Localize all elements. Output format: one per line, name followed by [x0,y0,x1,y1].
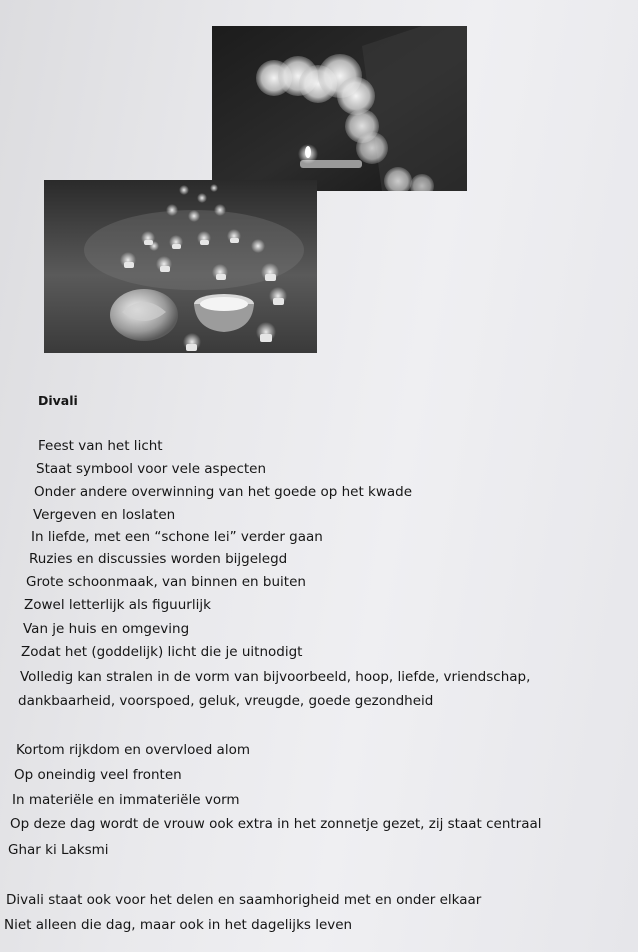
poem-line: Onder andere overwinning van het goede op het kwade [34,484,413,500]
poem-line: Van je huis en omgeving [23,621,190,637]
poem-title: Divali [38,393,78,408]
poem-line: Zowel letterlijk als figuurlijk [24,597,211,613]
poem-line: Kortom rijkdom en overvloed alom [16,742,250,758]
poem-line: Volledig kan stralen in de vorm van bijvoorbeeld, hoop, liefde, vriendschap, [20,669,531,685]
poem-line: Vergeven en loslaten [33,507,176,523]
floating-candles-photo [44,180,317,353]
poem-line: In materiële en immateriële vorm [12,792,240,808]
poem-line: Divali staat ook voor het delen en saamhorigheid met en onder elkaar [6,892,482,908]
poem-line: Zodat het (goddelijk) licht die je uitnodigt [21,644,303,660]
poem-line: Op oneindig veel fronten [14,767,182,783]
poem-line: dankbaarheid, voorspoed, geluk, vreugde, goede gezondheid [18,693,434,709]
poem-line: Ruzies en discussies worden bijgelegd [29,551,288,567]
poem-line: Grote schoonmaak, van binnen en buiten [26,574,306,590]
candle-bokeh-photo [212,26,467,191]
poem-line: Op deze dag wordt de vrouw ook extra in het zonnetje gezet, zij staat centraal [10,816,542,832]
poem-line: Staat symbool voor vele aspecten [36,461,267,477]
poem-line: Niet alleen die dag, maar ook in het dagelijks leven [4,917,353,933]
poem-line: In liefde, met een “schone lei” verder gaan [31,529,323,545]
poem-line: Ghar ki Laksmi [8,842,109,858]
poem-line: Feest van het licht [38,438,163,454]
